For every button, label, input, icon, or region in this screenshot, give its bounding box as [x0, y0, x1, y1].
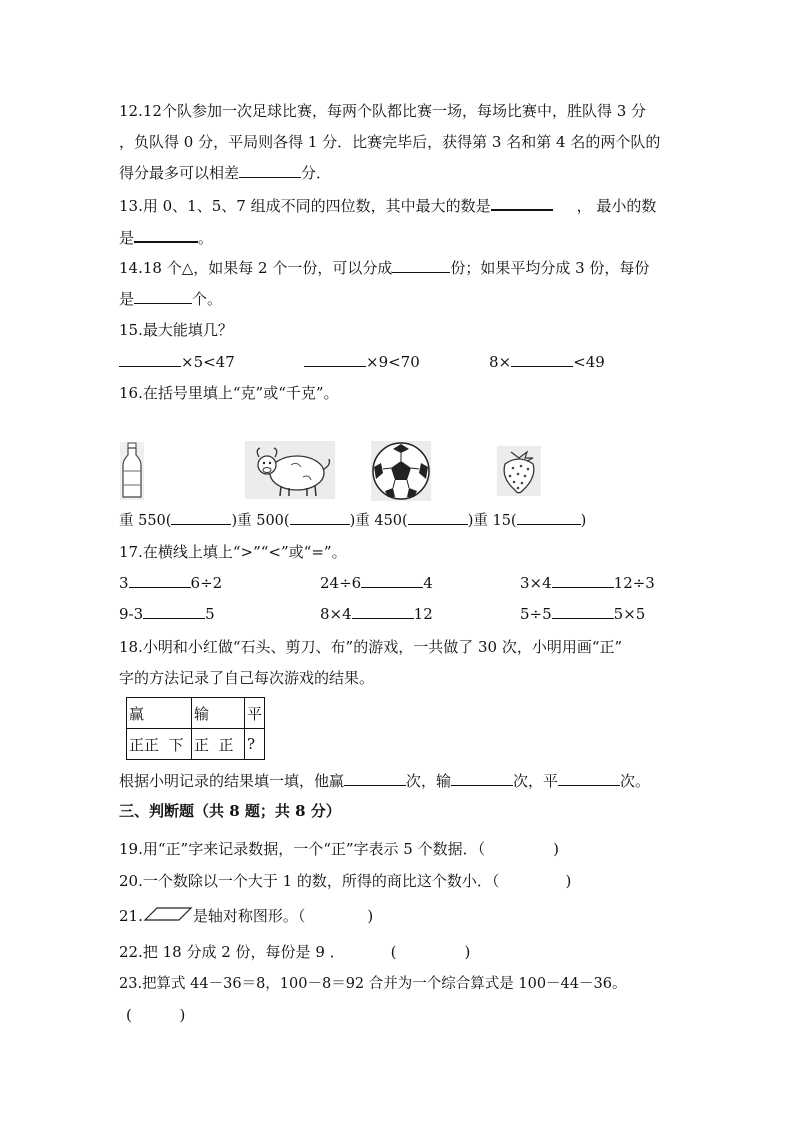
- q17-blank-r2-c1[interactable]: [143, 603, 205, 619]
- q12-line2: ，负队得 0 分，平局则各得 1 分．比赛完毕后，获得第 3 名和第 4 名的两个队的: [119, 133, 661, 151]
- q14-line2: [119, 288, 222, 310]
- q17-r2-c2-b: 12: [413, 605, 433, 623]
- q14-text-a: 14.18 个△，如果每 2 个一份，可以分成: [119, 259, 393, 277]
- q15-expr-2: [304, 351, 420, 373]
- q18-fill-text-a: 根据小明记录的结果填一填，他赢: [119, 772, 345, 790]
- q19-text: 19.用“正”字来记录数据，一个“正”字表示 5 个数据．（: [119, 840, 486, 858]
- bottle-icon: [119, 441, 145, 501]
- q15-blank-2[interactable]: [304, 351, 366, 367]
- q16-item-4-pre: 重 15(: [473, 513, 517, 529]
- q17-r2-c3: [520, 603, 645, 625]
- q13-text-a: 13.用 0、1、5、7 组成不同的四位数，其中最大的数是: [119, 197, 491, 215]
- q15-blank-1[interactable]: [119, 351, 181, 367]
- q19-line: [119, 838, 559, 860]
- q17-r2-c1-a: 9-3: [119, 605, 144, 623]
- q13-min-blank[interactable]: [134, 226, 198, 243]
- q22-close: ): [464, 943, 471, 961]
- q18-fill-line: [119, 770, 650, 792]
- q17-r1-c1: [119, 572, 222, 594]
- q16-item-3-pre: 重 450(: [355, 513, 408, 529]
- q21-number: 21.: [119, 907, 143, 925]
- q15-blank-3[interactable]: [511, 351, 573, 367]
- parallelogram-icon: [143, 906, 193, 928]
- q18-win-blank[interactable]: [344, 770, 406, 786]
- q14-text-d: 个。: [192, 290, 223, 308]
- q17-r1-c3-a: 3×4: [520, 574, 552, 592]
- q12-line3: [119, 162, 331, 184]
- q21-line: [119, 905, 373, 928]
- q16-blank-2[interactable]: [290, 509, 350, 525]
- q14-each-blank[interactable]: [134, 288, 192, 304]
- q14-text-c: 是: [119, 290, 135, 308]
- q15-expr-3-text-b: <49: [573, 353, 605, 371]
- q16-item-1-pre: 重 550(: [119, 513, 172, 529]
- q17-r2-c1: [119, 603, 215, 625]
- q16-item-3: [355, 513, 473, 529]
- table-header-lose: 输: [192, 698, 245, 729]
- q13-text-d: 。: [198, 229, 214, 247]
- q12-text-b: 分．: [301, 164, 332, 182]
- q21-close: ): [367, 907, 374, 925]
- q17-blank-r1-c1[interactable]: [129, 572, 191, 588]
- q15-expr-2-text: ×9<70: [366, 353, 420, 371]
- q16-item-4: [473, 513, 586, 529]
- q17-blank-r1-c2[interactable]: [361, 572, 423, 588]
- q18-fill-text-d: 次。: [620, 772, 651, 790]
- table-header-win: 赢: [127, 698, 192, 729]
- section-title: 三、判断题（共 8 题；共 8 分）: [119, 802, 341, 820]
- q13-line1: [119, 194, 656, 217]
- q16-weight-row: [119, 509, 586, 532]
- q16-item-2-post: ): [349, 513, 356, 529]
- q16-blank-3[interactable]: [408, 509, 468, 525]
- q15-expr-3-text-a: 8×: [489, 353, 512, 371]
- q21-text: 是轴对称图形。（: [192, 907, 306, 925]
- q13-max-blank[interactable]: [491, 194, 553, 211]
- q14-line1: [119, 257, 649, 279]
- q17-r2-c1-b: 5: [205, 605, 215, 623]
- q17-blank-r1-c3[interactable]: [552, 572, 614, 588]
- q16-item-2-pre: 重 500(: [237, 513, 290, 529]
- table-header-draw: 平: [245, 698, 265, 729]
- q22-text: 22.把 18 分成 2 份，每份是 9 ．: [119, 943, 345, 961]
- q17-r1-c1-a: 3: [119, 574, 129, 592]
- q15-expr-3: [489, 351, 605, 373]
- q17-r1-c2-a: 24÷6: [320, 574, 362, 592]
- cow-icon: [245, 441, 335, 499]
- q17-r1-c2-b: 4: [423, 574, 433, 592]
- q16-blank-1[interactable]: [171, 509, 231, 525]
- q14-parts-blank[interactable]: [392, 257, 450, 273]
- q20-close: ): [565, 872, 572, 890]
- q16-item-1: [119, 513, 237, 529]
- q17-r1-c3-b: 12÷3: [613, 574, 655, 592]
- q13-text-b: ， 最小的数: [576, 197, 657, 215]
- q15-expr-1-text: ×5<47: [181, 353, 235, 371]
- q17-r1-c2: [320, 572, 433, 594]
- q22-line: [119, 941, 470, 963]
- q12-line1: 12.12个队参加一次足球比赛，每两个队都比赛一场，每场比赛中，胜队得 3 分: [119, 102, 647, 120]
- q18-lose-blank[interactable]: [451, 770, 513, 786]
- table-header-row: [127, 698, 265, 729]
- q18-tally-table: [126, 697, 265, 760]
- q16-item-2: [237, 513, 355, 529]
- q18-line1: 18.小明和小红做“石头、剪刀、布”的游戏，一共做了 30 次，小明用画“正”: [119, 638, 623, 656]
- q15-title: 15.最大能填几？: [119, 321, 233, 339]
- table-row: [127, 729, 265, 760]
- q14-text-b: 份；如果平均分成 3 份，每份: [450, 259, 650, 277]
- q18-line2: 字的方法记录了自己每次游戏的结果。: [119, 669, 375, 687]
- q15-expr-1: [119, 351, 235, 373]
- q17-blank-r2-c3[interactable]: [552, 603, 614, 619]
- q22-open: (: [390, 943, 397, 961]
- q16-title: 16.在括号里填上“克”或“千克”。: [119, 384, 339, 402]
- q20-line: [119, 870, 571, 892]
- q17-r1-c3: [520, 572, 655, 594]
- q16-blank-4[interactable]: [517, 509, 581, 525]
- q13-text-c: 是: [119, 229, 135, 247]
- q17-title: 17.在横线上填上“>”“<”或“=”。: [119, 543, 347, 561]
- q16-item-3-post: ): [467, 513, 474, 529]
- q12-text-a: 得分最多可以相差: [119, 164, 240, 182]
- q23-answer-paren[interactable]: ( ): [126, 1006, 186, 1024]
- q17-blank-r2-c2[interactable]: [352, 603, 414, 619]
- q13-line2: [119, 226, 213, 249]
- q18-draw-blank[interactable]: [558, 770, 620, 786]
- q12-answer-blank[interactable]: [239, 162, 301, 178]
- q19-close: ): [553, 840, 559, 858]
- q16-item-4-post: ): [580, 513, 587, 529]
- q17-r2-c3-a: 5÷5: [520, 605, 552, 623]
- soccer-ball-icon: [371, 441, 431, 501]
- table-cell-draw: ?: [245, 729, 265, 760]
- q18-fill-text-c: 次，平: [513, 772, 559, 790]
- q17-r2-c2-a: 8×4: [320, 605, 352, 623]
- table-cell-win: 正正 下: [127, 729, 192, 760]
- q16-item-1-post: ): [231, 513, 238, 529]
- q17-r1-c1-b: 6÷2: [190, 574, 223, 592]
- strawberry-icon: [497, 446, 541, 496]
- q23-line: 23.把算式 44－36＝8，100－8＝92 合并为一个综合算式是 100－44－36。: [119, 976, 627, 992]
- q17-r2-c2: [320, 603, 433, 625]
- q20-text: 20.一个数除以一个大于 1 的数，所得的商比这个数小．（: [119, 872, 500, 890]
- table-cell-lose: 正 正: [192, 729, 245, 760]
- q18-fill-text-b: 次，输: [406, 772, 452, 790]
- q17-r2-c3-b: 5×5: [613, 605, 646, 623]
